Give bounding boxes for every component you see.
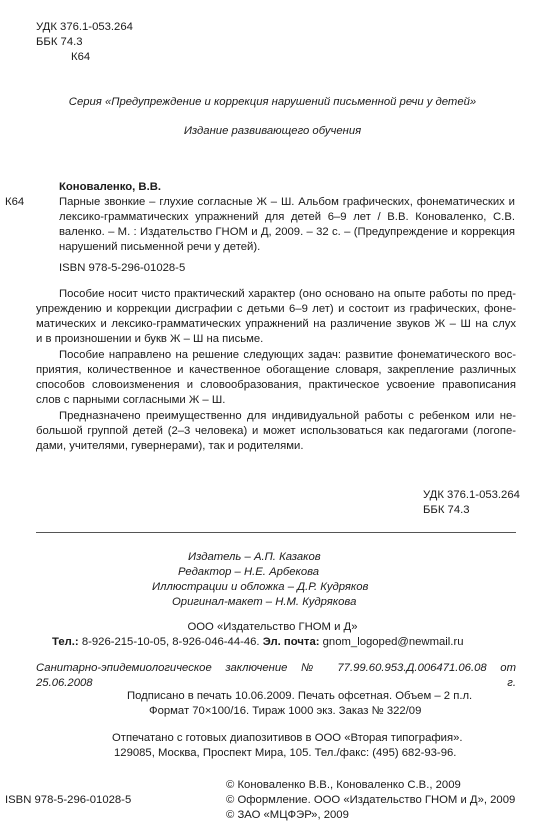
email-value: gnom_logoped@newmail.ru <box>319 636 464 648</box>
abstract-line: упреждению и коррекции дисграфии с детьми 6–9 лет) и состоит из графических, фоне- <box>36 303 516 315</box>
bib-line: лексико-грамматических упражнений для детей 6–9 лет / В.В. Коноваленко, С.В. <box>59 211 515 223</box>
bib-line: нарушений письменной речи у детей). <box>59 241 261 253</box>
abstract-line: Пособие носит чисто практический характер (оно основано на опыте работы по пред- <box>59 288 516 300</box>
bbk-code-top: ББК 74.3 <box>36 36 83 48</box>
udk-code-bottom: УДК 376.1-053.264 <box>423 489 520 501</box>
abstract-line: приятия, количественное и качественное обогащение словаря, закрепление различных <box>36 364 516 376</box>
credit-role: Оригинал-макет <box>172 596 263 608</box>
divider <box>36 532 516 533</box>
credit-role: Иллюстрации и обложка <box>152 581 285 593</box>
abstract-line: и в произношении и букв Ж – Ш на письме. <box>36 333 264 345</box>
credit-person: Н.Е. Арбекова <box>243 566 320 578</box>
credit-person: Н.М. Кудрякова <box>275 596 357 608</box>
print-details-line: Формат 70×100/16. Тираж 1000 экз. Заказ № 322/09 <box>149 705 422 717</box>
abstract-paragraph-1 <box>36 287 516 347</box>
credit-layout <box>172 595 356 610</box>
tel-values: 8-926-215-10-05, 8-926-046-44-46. <box>78 636 263 648</box>
print-details-line: Подписано в печать 10.06.2009. Печать офсетная. Объем – 2 п.л. <box>127 690 473 702</box>
bib-author: Коноваленко, В.В. <box>59 181 162 193</box>
abstract-paragraph-3 <box>36 409 516 454</box>
abstract-line: Предназначено преимущественно для индивидуальной работы с ребенком или не- <box>59 410 516 422</box>
credit-dash: – <box>262 596 276 608</box>
copyright-line: © ЗАО «МЦФЭР», 2009 <box>226 809 349 821</box>
credit-person: Д.Р. Кудряков <box>297 581 369 593</box>
printing-house-line: Отпечатано с готовых диапозитивов в ООО «Вторая типография». <box>112 732 463 744</box>
credit-publisher <box>188 550 321 565</box>
credit-dash: – <box>241 551 254 563</box>
sanitary-conclusion: Санитарно-эпидемиологическое заключение № 77.99.60.953.Д.006471.06.08 от 25.06.2008 г. <box>36 662 516 689</box>
bib-mark: К64 <box>5 196 25 208</box>
tel-label: Тел.: <box>52 636 79 648</box>
bib-isbn: ISBN 978-5-296-01028-5 <box>59 262 186 274</box>
abstract-line: Пособие направлено на решение следующих задач: развитие фонематического вос- <box>59 349 516 361</box>
abstract-paragraph-2 <box>36 348 516 408</box>
series-title: Серия «Предупреждение и коррекция нарушений письменной речи у детей» <box>68 96 477 108</box>
bib-line: валенко. – М. : Издательство ГНОМ и Д, 2009. – 32 с. – (Предупреждение и коррекция <box>59 226 515 238</box>
publisher-name: ООО «Издательство ГНОМ и Д» <box>187 621 358 633</box>
bib-description <box>59 195 515 255</box>
credit-dash: – <box>284 581 298 593</box>
copyright-line: © Оформление. ООО «Издательство ГНОМ и Д», 2009 <box>226 794 516 806</box>
copyright-line: © Коноваленко В.В., Коноваленко С.В., 2009 <box>226 779 461 791</box>
credit-dash: – <box>231 566 244 578</box>
bbk-code-bottom: ББК 74.3 <box>423 504 470 516</box>
bib-line: Парные звонкие – глухие согласные Ж – Ш. Альбом графических, фонематических и <box>59 196 515 208</box>
publisher-contacts <box>52 635 464 650</box>
credit-editor <box>178 565 319 580</box>
abstract-line: большой группой детей (2–3 человека) и может использоваться как педагогами (логопе- <box>36 425 516 437</box>
email-label: Эл. почта: <box>262 636 320 648</box>
abstract-line: матических и лексико-грамматических упражнений на различение звуков Ж – Ш на слух <box>36 318 516 330</box>
credit-role: Издатель <box>188 551 242 563</box>
abstract-line: способов словоизменения и словообразования, практическое усвоение правописания <box>36 379 516 391</box>
printing-house-line: 129085, Москва, Проспект Мира, 105. Тел./факс: (495) 682-93-96. <box>114 747 457 759</box>
abstract-line: дами, учителями, гувернерами), так и родителями. <box>36 440 304 452</box>
credit-person: А.П. Казаков <box>253 551 321 563</box>
edition-type: Издание развивающего обучения <box>183 125 362 137</box>
isbn-bottom: ISBN 978-5-296-01028-5 <box>5 794 132 806</box>
udk-code-top: УДК 376.1-053.264 <box>36 21 133 33</box>
abstract-line: слов с парными согласными Ж – Ш. <box>36 394 226 406</box>
credit-illustrations <box>152 580 368 595</box>
credit-role: Редактор <box>178 566 232 578</box>
author-mark-top: К64 <box>71 51 91 63</box>
